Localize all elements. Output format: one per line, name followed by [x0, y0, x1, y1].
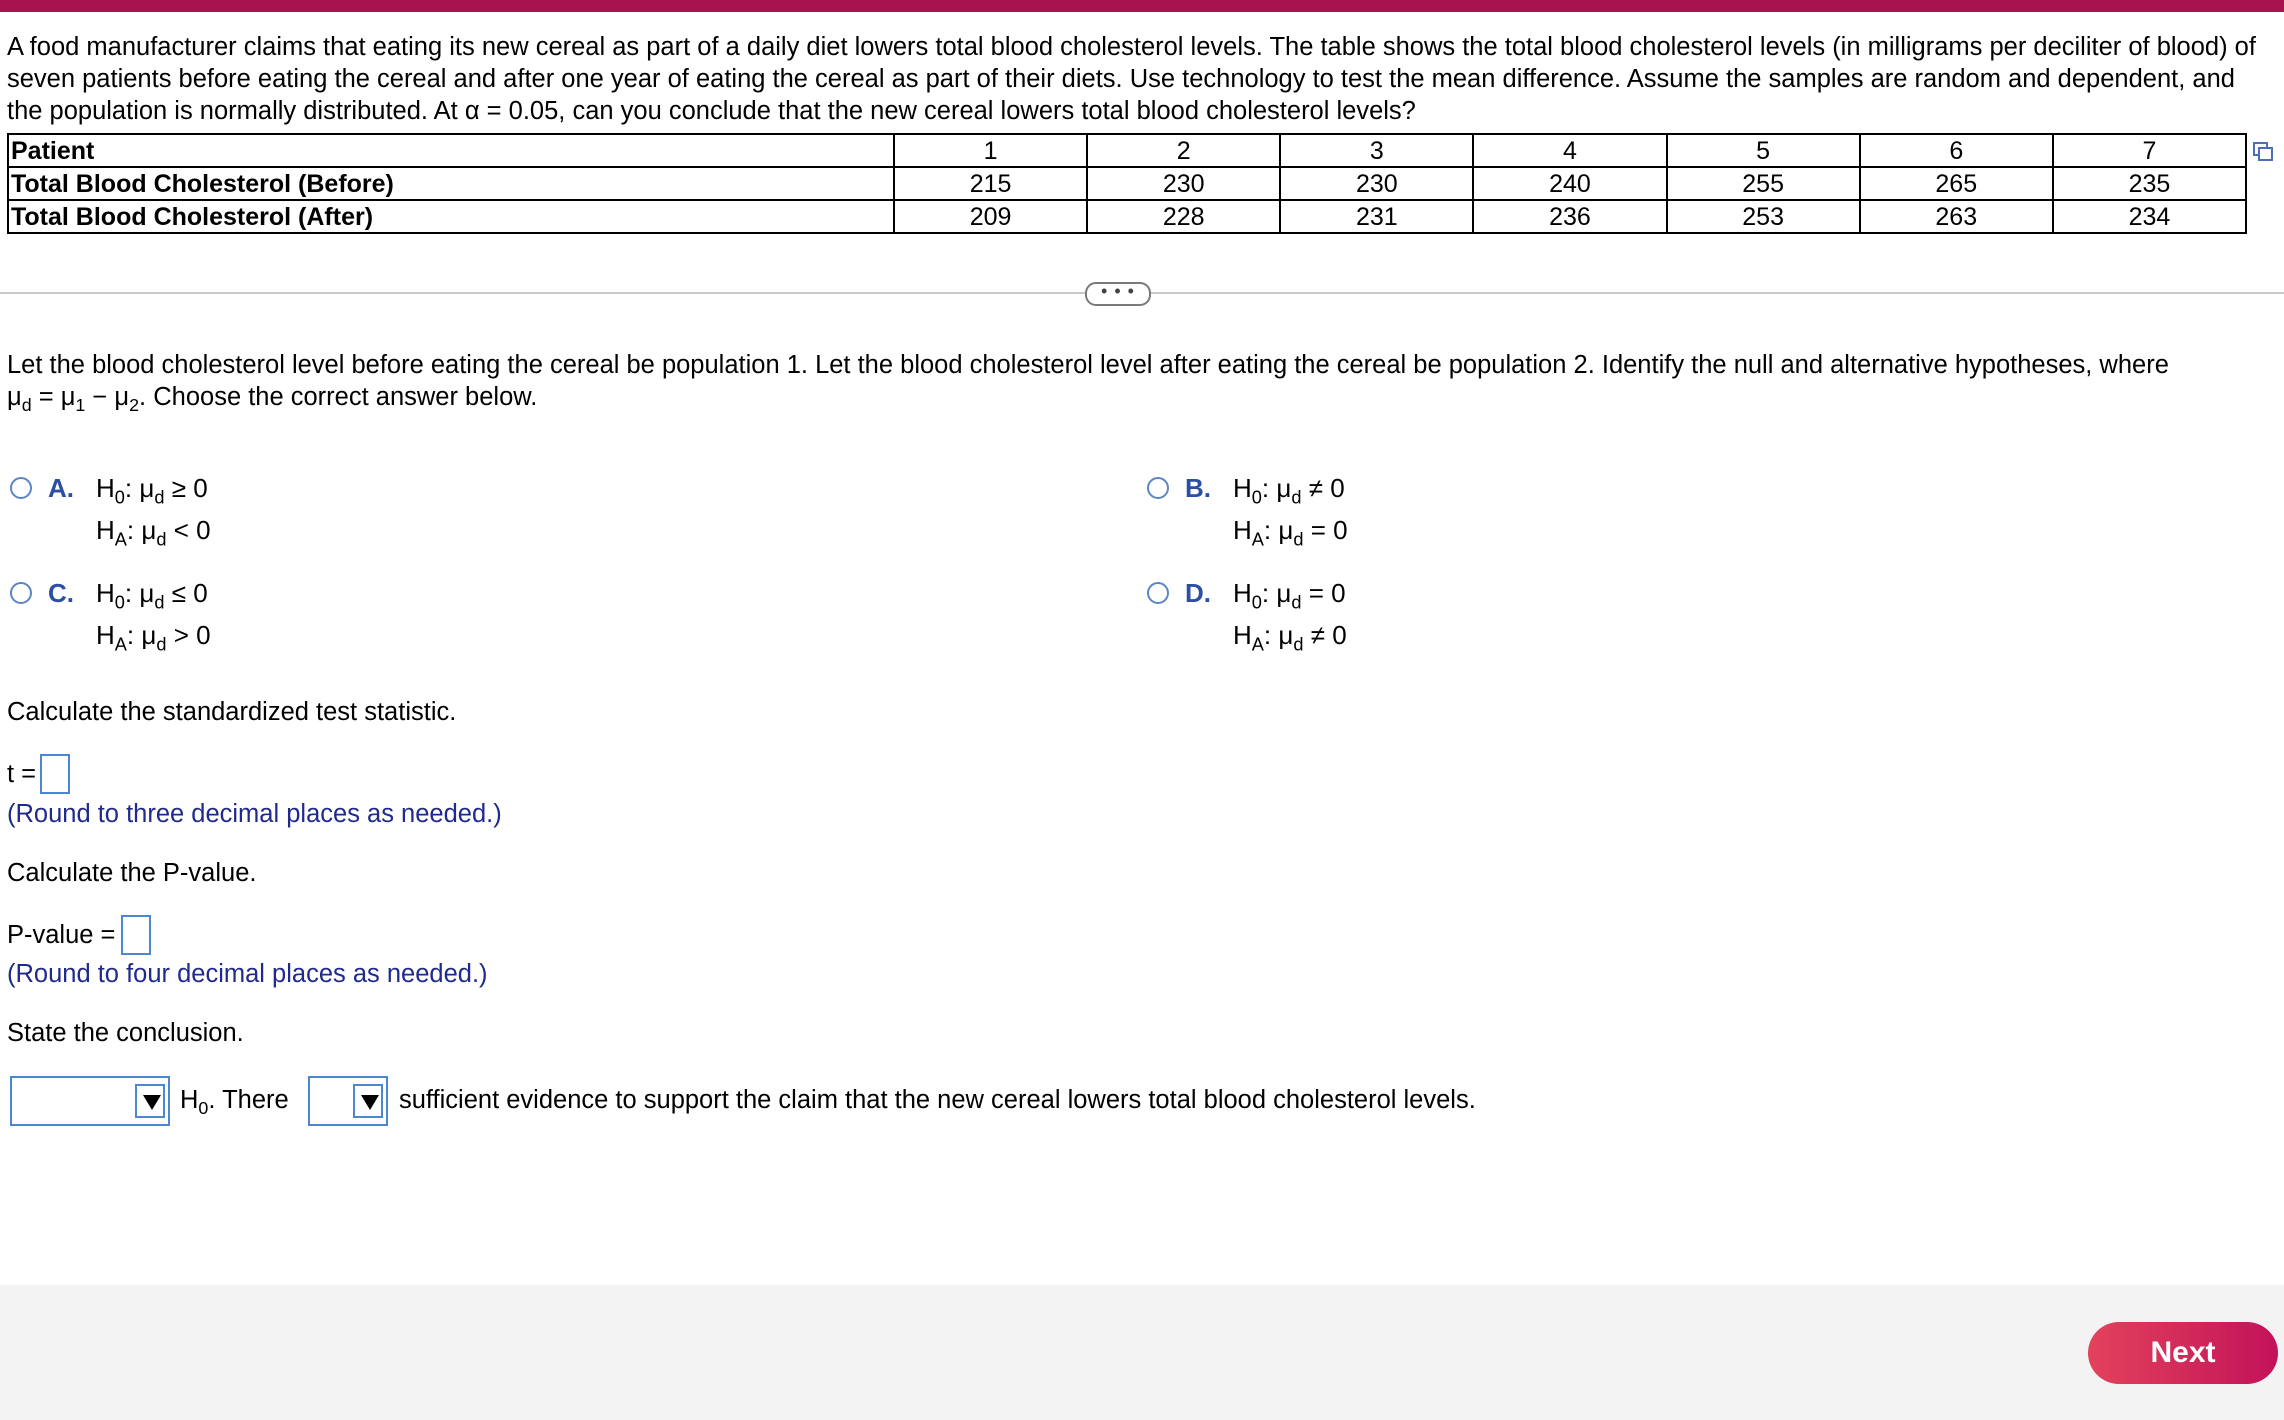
table-cell: 7: [2053, 134, 2246, 167]
radio-button[interactable]: [10, 477, 32, 499]
conclusion-middle: $H_0$. There: [180, 1086, 289, 1119]
row-header: Total Blood Cholesterol (Before): [8, 167, 894, 200]
conclusion-end: sufficient evidence to support the claim that the new cereal lowers total blood cholesterol levels.: [399, 1086, 1476, 1114]
p-value-prompt: Calculate the P-value.: [7, 859, 257, 887]
hypotheses-prompt: [7, 349, 2277, 421]
prompt-text: Let the blood cholesterol level before eating the cereal be population 1. Let the blood cholesterol level after eating the cereal be population 2. Identify the null and alternative hypotheses, where: [7, 351, 2169, 379]
option-letter: A.: [48, 473, 74, 503]
table-cell: 4: [1473, 134, 1666, 167]
table-cell: 235: [2053, 167, 2246, 200]
footer-bar: [0, 1285, 2284, 1420]
relation: ≠: [1308, 473, 1323, 503]
next-button[interactable]: Next: [2088, 1322, 2278, 1384]
table-cell: 231: [1280, 200, 1473, 233]
p-value-round-note: (Round to four decimal places as needed.): [7, 960, 488, 988]
table-cell: 253: [1667, 200, 1860, 233]
t-round-note: (Round to three decimal places as needed.): [7, 800, 502, 828]
data-table: [7, 133, 2247, 234]
table-cell: 5: [1667, 134, 1860, 167]
option-letter: C.: [48, 578, 74, 608]
dropdown-arrow-icon: [135, 1084, 165, 1118]
relation: =: [1308, 578, 1324, 608]
relation: ≤: [171, 578, 186, 608]
table-cell: 228: [1087, 200, 1280, 233]
relation: ≥: [171, 473, 186, 503]
table-row: [8, 167, 2246, 200]
option-letter: D.: [1185, 578, 1211, 608]
relation: >: [173, 620, 189, 650]
radio-button[interactable]: [1147, 582, 1169, 604]
table-cell: 255: [1667, 167, 1860, 200]
relation: <: [173, 515, 189, 545]
conclusion-prompt: State the conclusion.: [7, 1019, 244, 1047]
mu-d-definition: $\mu_d = \mu_1 - \mu_2$.: [7, 383, 147, 416]
t-input[interactable]: [40, 754, 70, 794]
row-header: Patient: [8, 134, 894, 167]
alternative-hypothesis: $H_A$: $\mu_d > 0$: [96, 620, 211, 655]
t-label: t =: [7, 760, 37, 788]
radio-button[interactable]: [1147, 477, 1169, 499]
alternative-hypothesis: $H_A$: $\mu_d = 0$: [1233, 515, 1348, 550]
null-hypothesis: $H_0$: $\mu_d = 0$: [1233, 578, 1346, 613]
evidence-dropdown[interactable]: [308, 1076, 388, 1126]
expand-button[interactable]: • • •: [1085, 282, 1151, 306]
p-value-label: P-value =: [7, 921, 116, 949]
table-cell: 3: [1280, 134, 1473, 167]
question-text: A food manufacturer claims that eating its new cereal as part of a daily diet lowers total blood cholesterol levels. The table shows the total blood cholesterol levels (in milligrams per deciliter of blood) of seven patients before eating the cereal and after one year of eating the cereal as part of their diets. Use technology to test the mean difference. Assume the samples are random and dependent, and the population is normally distributed. At α = 0.05, can you conclude that the new cereal lowers total blood cholesterol levels?: [7, 33, 2256, 125]
option-letter: B.: [1185, 473, 1211, 503]
dropdown-arrow-icon: [353, 1084, 383, 1118]
table-cell: 1: [894, 134, 1087, 167]
p-value-input[interactable]: [121, 915, 151, 955]
alternative-hypothesis: $H_A$: $\mu_d \ne 0$: [1233, 620, 1347, 655]
prompt-text: Choose the correct answer below.: [153, 383, 538, 411]
table-cell: 215: [894, 167, 1087, 200]
table-cell: 6: [1860, 134, 2053, 167]
relation: ≠: [1310, 620, 1325, 650]
null-hypothesis: $H_0$: $\mu_d \le 0$: [96, 578, 208, 613]
radio-button[interactable]: [10, 582, 32, 604]
table-cell: 230: [1087, 167, 1280, 200]
table-cell: 2: [1087, 134, 1280, 167]
table-cell: 230: [1280, 167, 1473, 200]
table-cell: 240: [1473, 167, 1666, 200]
null-hypothesis: $H_0$: $\mu_d \ne 0$: [1233, 473, 1345, 508]
table-row: [8, 134, 2246, 167]
table-cell: 209: [894, 200, 1087, 233]
top-bar: [0, 0, 2284, 12]
decision-dropdown[interactable]: [10, 1076, 170, 1126]
test-stat-prompt: Calculate the standardized test statistic.: [7, 698, 457, 726]
table-row: [8, 200, 2246, 233]
relation: =: [1310, 515, 1326, 545]
alternative-hypothesis: $H_A$: $\mu_d < 0$: [96, 515, 211, 550]
copy-table-icon[interactable]: [2252, 140, 2274, 162]
row-header: Total Blood Cholesterol (After): [8, 200, 894, 233]
table-cell: 234: [2053, 200, 2246, 233]
table-cell: 263: [1860, 200, 2053, 233]
table-cell: 265: [1860, 167, 2053, 200]
null-hypothesis: $H_0$: $\mu_d \ge 0$: [96, 473, 208, 508]
table-cell: 236: [1473, 200, 1666, 233]
